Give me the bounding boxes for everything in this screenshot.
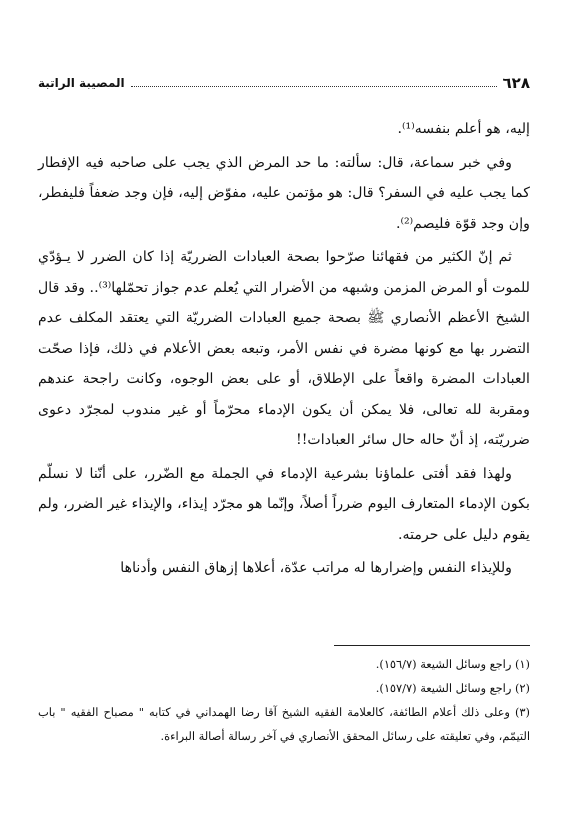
header-dotted-rule [131,86,497,87]
footnote-3: (٣) وعلى ذلك أعلام الطائفة، كالعلامة الفقيه الشيخ آقا رضا الهمداني في كتابه " مصباح الفقيه " باب التيمّم، وفي تعليقته على رسائل المحقق الأنصاري في آخر رسالة أصالة البراءة. [38,705,530,743]
footnotes [38,652,530,748]
footnote-2: (٢) راجع وسائل الشيعة (١٥٧/٧). [375,681,530,695]
page-number: ٦٢٨ [502,74,530,92]
paragraph-2: وفي خبر سماعة، قال: سألته: ما حد المرض الذي يجب على صاحبه فيه الإفطار كما يجب عليه في السفر؟ قال: هو مؤتمن عليه، مفوّض إليه، فإن وجد ضعفاً فليفطر، وإن وجد قوّة فليصم⁽²⁾. [38,154,530,232]
page-header [38,72,530,94]
running-title: المصيبة الراتبة [38,76,125,90]
paragraph-1: إليه، هو أعلم بنفسه⁽¹⁾. [397,121,530,137]
paragraph-4: ولهذا فقد أفتى علماؤنا بشرعية الإدماء في الجملة مع الضّرر، على أنّنا لا نسلّم بكون الإدماء المتعارف اليوم ضرراً أصلاً، وإنّما هو مجرّد إيذاء، والإيذاء غير الضرر، ولم يقوم دليل على حرمته. [38,465,530,543]
main-text [38,114,530,584]
footnote-1: (١) راجع وسائل الشيعة (١٥٦/٧). [375,657,530,671]
paragraph-5: وللإيذاء النفس وإضرارها له مراتب عدّة، أعلاها إزهاق النفس وأدناها [120,560,512,576]
footnote-separator [334,645,530,646]
paragraph-3: ثم إنّ الكثير من فقهائنا صرّحوا بصحة العبادات الضرريّة إذا كان الضرر لا يـؤدّي للموت أو المرض المزمن وشبهه من الأضرار التي يُعلم عدم جواز تحمّلها⁽³⁾.. وقد قال الشيخ الأعظم الأنصاري ﷺ بصحة جميع العبادات الضرريّة التي يعتقد المكلف عدم التضرر بها مع كونها مضرة في نفس الأمر، وتبعه بعض الأعلام في ذلك، فإذا صحّت العبادات المضرة واقعاً على الإطلاق، أو على بعض الوجوه، وكانت راجحة عندهم ومقربة لله تعالى، فلا يمكن أن يكون الإدماء محرّماً أو غير مندوب لمجرّد دعوى ضرريّته، إذ أنّ حاله حال سائر العبادات!! [38,249,530,448]
